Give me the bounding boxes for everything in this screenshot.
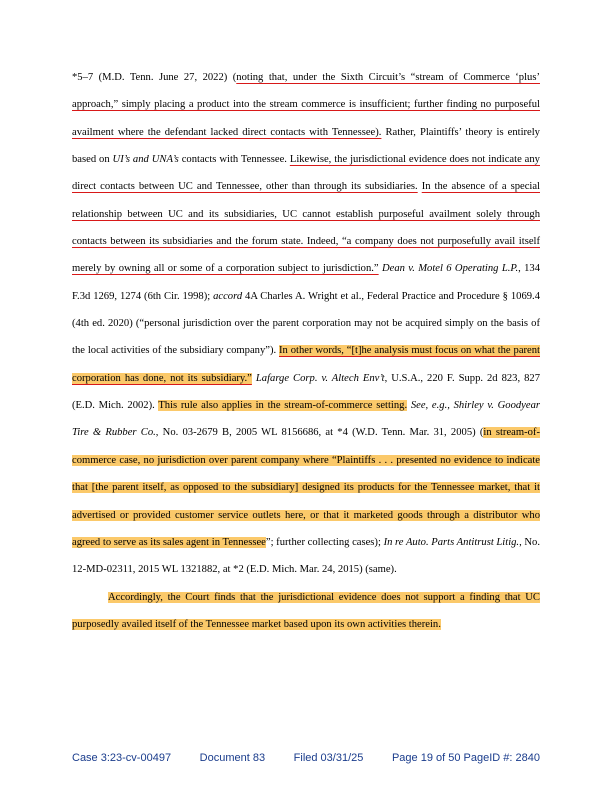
underlined-text: Likewise, the jurisdictional evidence does not indicate any direct contacts between UC and Tennessee, other than through its subsidiaries.: [72, 154, 540, 193]
text-run: , 134 F.3d 1269, 1274 (6th Cir. 1998);: [72, 263, 541, 302]
filed-date: Filed 03/31/25: [293, 752, 364, 764]
highlighted-text: Accordingly, the Court finds that the jurisdictional evidence does not support a finding that UC purposedly availed itself of the Tennessee market based upon its own activities therein.: [72, 591, 540, 630]
document-body: [72, 64, 540, 638]
text-run: *5–7 (M.D. Tenn. June 27, 2022) (: [72, 72, 237, 83]
text-run: , U.S.A., 220 F. Supp. 2d 823, 827 (E.D. Mich. 2002).: [72, 372, 540, 412]
case-citation: Dean v. Motel 6 Operating L.P.: [382, 263, 519, 275]
case-citation: Lafarge Corp. v. Altech Env’t: [255, 372, 385, 384]
text-run: , No. 12-MD-02311, 2015 WL 1321882, at *2 (E.D. Mich. Mar. 24, 2015) (same).: [72, 536, 540, 576]
highlighted-underlined-text: In other words, “[t]he analysis must focus on what the parent corporation has done, not its subsidiary.”: [72, 345, 540, 384]
text-run: , No. 03-2679 B, 2005 WL 8156686, at *4 (W.D. Tenn. Mar. 31, 2005) (: [155, 427, 484, 439]
underlined-text: In the absence of a special relationship between UC and its subsidiaries, UC cannot establish purposeful availment solely through contacts between its subsidiaries and the forum state. Indeed, “a company does not purposefully avail itself merely by owning all or some of a corporation subject to jurisdiction.”: [72, 181, 540, 275]
case-citation: In re Auto. Parts Antitrust Litig.: [383, 536, 520, 548]
highlighted-text: in stream-of-commerce case, no jurisdiction over parent company where “Plaintiffs . . . presented no evidence to indicate that [the parent itself, as opposed to the subsidiary] designed its products for the Tennessee market, that it advertised or provided customer service outlets here, or that it marketed goods through a distributor who agreed to serve as its sales agent in Tennessee: [72, 427, 540, 548]
italic-text: accord: [213, 290, 243, 302]
page-id: Page 19 of 50 PageID #: 2840: [391, 752, 540, 764]
text-run: ”; further collecting cases);: [265, 536, 384, 548]
document-number: Document 83: [199, 752, 266, 764]
case-number: Case 3:23-cv-00497: [72, 752, 172, 764]
text-run: contacts with Tennessee.: [178, 154, 290, 166]
text-run: Rather, Plaintiffs’ theory is entirely based on: [72, 126, 540, 166]
italic-text: UI’s and UNA’s: [112, 154, 179, 166]
underlined-text: noting that, under the Sixth Circuit’s “stream of Commerce ‘plus’ approach,” simply placing a product into the stream commerce is insufficient; further finding no purposeful availment where the defendant lacked direct contacts with Tennessee).: [72, 72, 540, 138]
text-run: 4A Charles A. Wright et al., Federal Practice and Procedure § 1069.4 (4th ed. 2020) (“personal jurisdiction over the parent corporation may not be acquired simply on the basis of the local activities of the subsidiary company”).: [72, 290, 540, 357]
page-footer: [72, 752, 540, 764]
highlighted-text: This rule also applies in the stream-of-commerce setting.: [158, 400, 408, 412]
paragraph-2: [72, 584, 540, 639]
case-citation: See, e.g., Shirley v. Goodyear Tire & Rubber Co.: [72, 400, 541, 439]
paragraph-1: [72, 64, 540, 584]
